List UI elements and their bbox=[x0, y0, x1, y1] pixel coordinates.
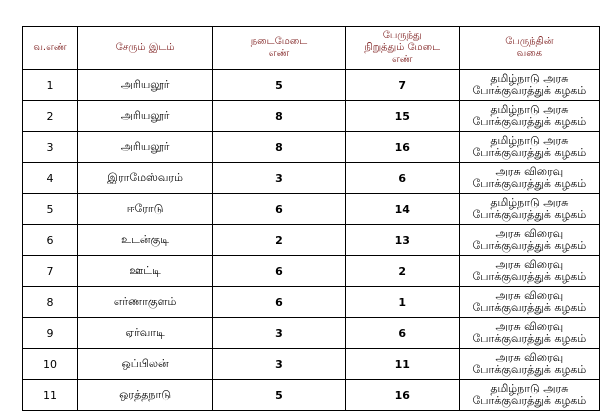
bus-platform-table bbox=[22, 26, 600, 411]
cell-platform-number: 3 bbox=[213, 349, 346, 380]
bus-type-line: தமிழ்நாடு அரசு bbox=[490, 382, 569, 395]
cell-bus-bay-number: 6 bbox=[345, 163, 459, 194]
cell-platform-number: 6 bbox=[213, 287, 346, 318]
table-row bbox=[23, 70, 600, 101]
table-row bbox=[23, 349, 600, 380]
cell-bus-bay-number: 16 bbox=[345, 132, 459, 163]
cell-destination: ஒப்பிலன் bbox=[78, 349, 213, 380]
cell-serial-number: 8 bbox=[23, 287, 78, 318]
bus-type-line: அரசு விரைவு bbox=[495, 227, 564, 240]
bus-type-line: போக்குவரத்துக் கழகம் bbox=[472, 363, 587, 376]
cell-serial-number: 10 bbox=[23, 349, 78, 380]
cell-platform-number: 8 bbox=[213, 132, 346, 163]
cell-bus-type bbox=[459, 194, 599, 225]
cell-serial-number: 1 bbox=[23, 70, 78, 101]
cell-serial-number: 7 bbox=[23, 256, 78, 287]
bus-type-line: போக்குவரத்துக் கழகம் bbox=[472, 146, 587, 159]
bus-type-line: போக்குவரத்துக் கழகம் bbox=[472, 115, 587, 128]
bus-type-line: தமிழ்நாடு அரசு bbox=[490, 72, 569, 85]
cell-destination: உடன்குடி bbox=[78, 225, 213, 256]
table-row bbox=[23, 380, 600, 411]
cell-destination: அரியலூர் bbox=[78, 101, 213, 132]
bus-type-line: தமிழ்நாடு அரசு bbox=[490, 103, 569, 116]
table-row bbox=[23, 101, 600, 132]
cell-bus-bay-number: 11 bbox=[345, 349, 459, 380]
bus-type-line: தமிழ்நாடு அரசு bbox=[490, 196, 569, 209]
bus-type-line: அரசு விரைவு bbox=[495, 165, 564, 178]
header-serial-number: வ.எண் bbox=[23, 27, 78, 70]
bus-type-line: அரசு விரைவு bbox=[495, 258, 564, 271]
cell-serial-number: 2 bbox=[23, 101, 78, 132]
cell-platform-number: 3 bbox=[213, 318, 346, 349]
bus-type-line: போக்குவரத்துக் கழகம் bbox=[472, 394, 587, 407]
cell-platform-number: 3 bbox=[213, 163, 346, 194]
table-row bbox=[23, 163, 600, 194]
cell-destination: எர்ணாகுளம் bbox=[78, 287, 213, 318]
cell-serial-number: 9 bbox=[23, 318, 78, 349]
cell-bus-type bbox=[459, 101, 599, 132]
table-row bbox=[23, 225, 600, 256]
bus-type-line: போக்குவரத்துக் கழகம் bbox=[472, 84, 587, 97]
cell-platform-number: 5 bbox=[213, 380, 346, 411]
cell-destination: ஏர்வாடி bbox=[78, 318, 213, 349]
cell-serial-number: 6 bbox=[23, 225, 78, 256]
cell-serial-number: 5 bbox=[23, 194, 78, 225]
table-body bbox=[23, 70, 600, 411]
cell-serial-number: 3 bbox=[23, 132, 78, 163]
cell-destination: ஒரத்தநாடு bbox=[78, 380, 213, 411]
cell-platform-number: 5 bbox=[213, 70, 346, 101]
table-row bbox=[23, 132, 600, 163]
cell-bus-type bbox=[459, 380, 599, 411]
cell-destination: அரியலூர் bbox=[78, 132, 213, 163]
cell-bus-type bbox=[459, 318, 599, 349]
table-row bbox=[23, 318, 600, 349]
cell-bus-type bbox=[459, 256, 599, 287]
cell-bus-bay-number: 2 bbox=[345, 256, 459, 287]
bus-type-line: போக்குவரத்துக் கழகம் bbox=[472, 239, 587, 252]
bus-type-line: போக்குவரத்துக் கழகம் bbox=[472, 177, 587, 190]
cell-bus-type bbox=[459, 349, 599, 380]
cell-bus-bay-number: 15 bbox=[345, 101, 459, 132]
cell-serial-number: 4 bbox=[23, 163, 78, 194]
cell-bus-bay-number: 14 bbox=[345, 194, 459, 225]
cell-destination: ஊட்டி bbox=[78, 256, 213, 287]
bus-type-line: போக்குவரத்துக் கழகம் bbox=[472, 208, 587, 221]
cell-bus-bay-number: 16 bbox=[345, 380, 459, 411]
bus-type-line: தமிழ்நாடு அரசு bbox=[490, 134, 569, 147]
cell-destination: இராமேஸ்வரம் bbox=[78, 163, 213, 194]
cell-platform-number: 2 bbox=[213, 225, 346, 256]
bus-type-line: போக்குவரத்துக் கழகம் bbox=[472, 270, 587, 283]
cell-bus-type bbox=[459, 163, 599, 194]
cell-bus-bay-number: 1 bbox=[345, 287, 459, 318]
header-bus-type: பேருந்தின் வகை bbox=[459, 27, 599, 70]
bus-type-line: அரசு விரைவு bbox=[495, 320, 564, 333]
cell-destination: ஈரோடு bbox=[78, 194, 213, 225]
cell-bus-type bbox=[459, 287, 599, 318]
cell-platform-number: 8 bbox=[213, 101, 346, 132]
bus-type-line: அரசு விரைவு bbox=[495, 289, 564, 302]
cell-bus-type bbox=[459, 225, 599, 256]
bus-type-line: அரசு விரைவு bbox=[495, 351, 564, 364]
cell-platform-number: 6 bbox=[213, 194, 346, 225]
cell-bus-type bbox=[459, 132, 599, 163]
table-row bbox=[23, 256, 600, 287]
cell-bus-bay-number: 6 bbox=[345, 318, 459, 349]
cell-platform-number: 6 bbox=[213, 256, 346, 287]
header-bus-bay-number: பேருந்து நிறுத்தும் மேடை எண் bbox=[345, 27, 459, 70]
table-row bbox=[23, 194, 600, 225]
bus-type-line: போக்குவரத்துக் கழகம் bbox=[472, 332, 587, 345]
cell-destination: அரியலூர் bbox=[78, 70, 213, 101]
cell-bus-bay-number: 7 bbox=[345, 70, 459, 101]
header-platform-number: நடைமேடை எண் bbox=[213, 27, 346, 70]
table-row bbox=[23, 287, 600, 318]
header-destination: சேரும் இடம் bbox=[78, 27, 213, 70]
cell-serial-number: 11 bbox=[23, 380, 78, 411]
bus-type-line: போக்குவரத்துக் கழகம் bbox=[472, 301, 587, 314]
cell-bus-type bbox=[459, 70, 599, 101]
table-header-row bbox=[23, 27, 600, 70]
cell-bus-bay-number: 13 bbox=[345, 225, 459, 256]
